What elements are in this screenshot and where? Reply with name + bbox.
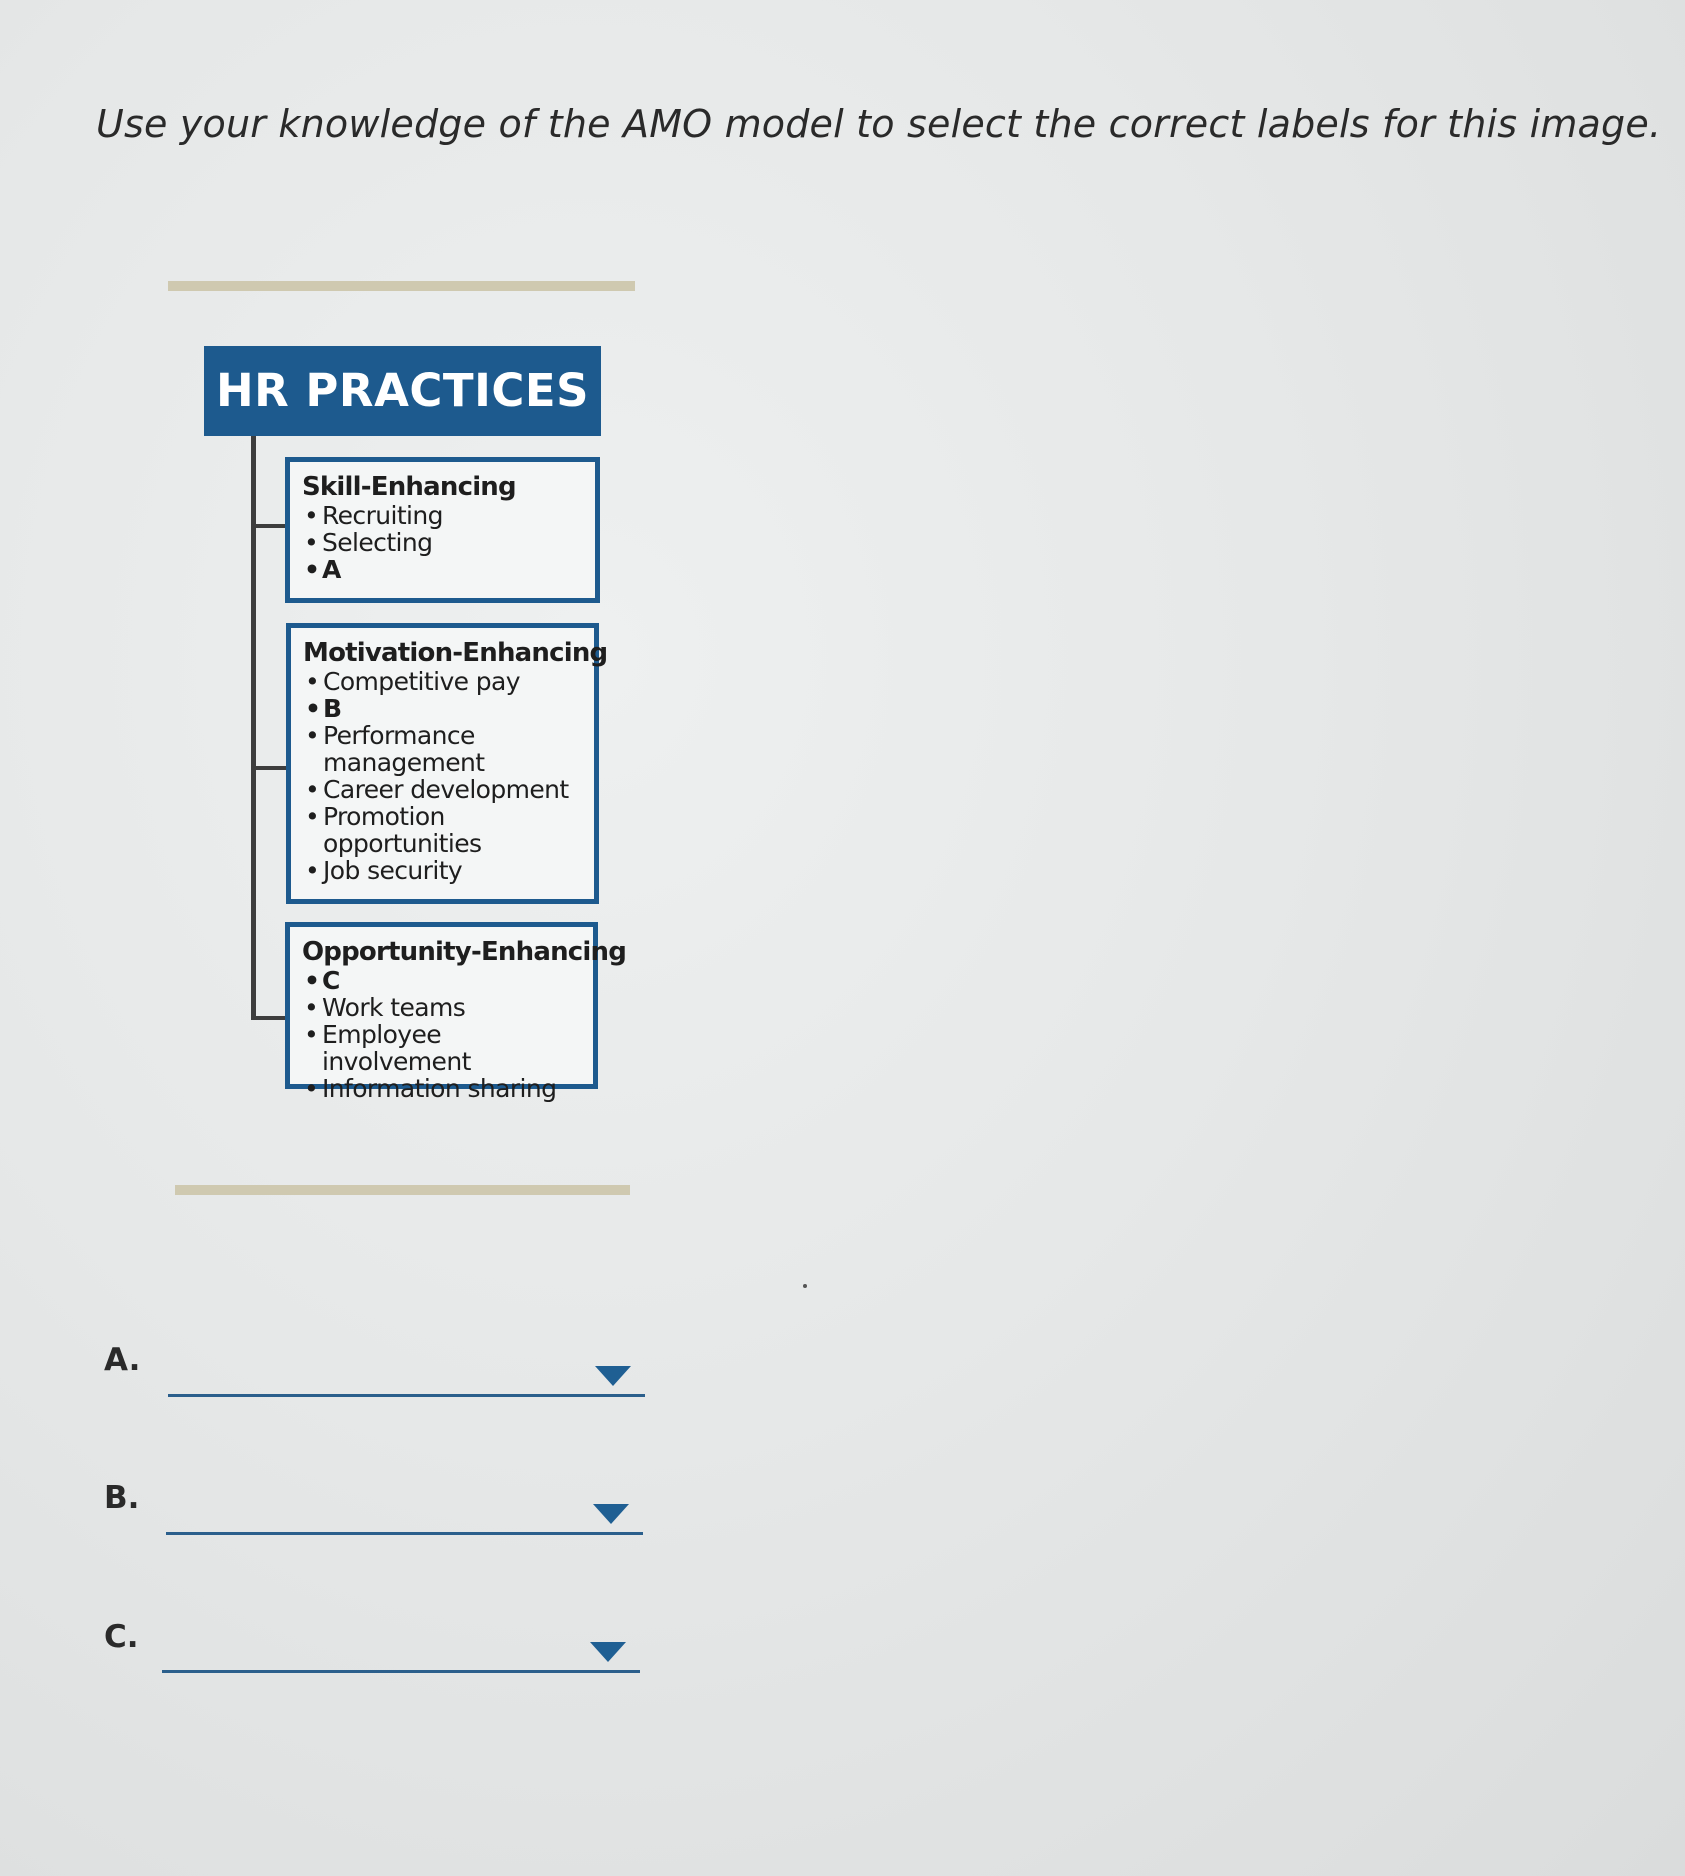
hr-practices-header: HR PRACTICES bbox=[204, 346, 601, 436]
box-item-list bbox=[303, 668, 584, 884]
answer-label-a: A. bbox=[104, 1342, 141, 1378]
list-item: • Competitive pay bbox=[303, 668, 584, 695]
chevron-down-icon[interactable] bbox=[595, 1366, 631, 1386]
chevron-down-icon[interactable] bbox=[593, 1504, 629, 1524]
box-title: Opportunity-Enhancing bbox=[302, 937, 627, 967]
answer-dropdown-c[interactable] bbox=[162, 1630, 640, 1673]
diagram-connector-branch bbox=[251, 766, 288, 770]
answer-dropdown-b[interactable] bbox=[166, 1492, 643, 1535]
figure-top-rule bbox=[168, 281, 635, 291]
list-item: • Promotion opportunities bbox=[303, 803, 584, 857]
list-item: • Employee involvement bbox=[302, 1021, 583, 1075]
screen-speck bbox=[803, 1284, 807, 1288]
list-item: • Selecting bbox=[302, 529, 585, 556]
list-item: • Job security bbox=[303, 857, 584, 884]
box-title: Motivation-Enhancing bbox=[303, 638, 608, 668]
figure-bottom-rule bbox=[175, 1185, 630, 1195]
list-item: • Performance management bbox=[303, 722, 584, 776]
list-item: • Career development bbox=[303, 776, 584, 803]
list-item: • Work teams bbox=[302, 994, 583, 1021]
list-item: • Information sharing bbox=[302, 1075, 583, 1102]
question-instruction: Use your knowledge of the AMO model to select the correct labels for this image. bbox=[96, 102, 1662, 146]
diagram-connector-branch bbox=[251, 1016, 288, 1020]
motivation-enhancing-box bbox=[286, 623, 608, 904]
chevron-down-icon[interactable] bbox=[590, 1642, 626, 1662]
answer-label-b: B. bbox=[104, 1480, 140, 1516]
answer-label-c: C. bbox=[104, 1619, 139, 1655]
blank-marker-c: • C bbox=[302, 967, 583, 994]
box-item-list bbox=[302, 967, 583, 1102]
box-item-list bbox=[302, 502, 585, 583]
answer-dropdown-a[interactable] bbox=[168, 1354, 645, 1397]
blank-marker-b: • B bbox=[303, 695, 584, 722]
box-title: Skill-Enhancing bbox=[302, 472, 516, 502]
diagram-connector-branch bbox=[251, 524, 288, 528]
opportunity-enhancing-box bbox=[285, 922, 627, 1103]
list-item: • Recruiting bbox=[302, 502, 585, 529]
skill-enhancing-box bbox=[285, 457, 600, 603]
blank-marker-a: • A bbox=[302, 556, 585, 583]
